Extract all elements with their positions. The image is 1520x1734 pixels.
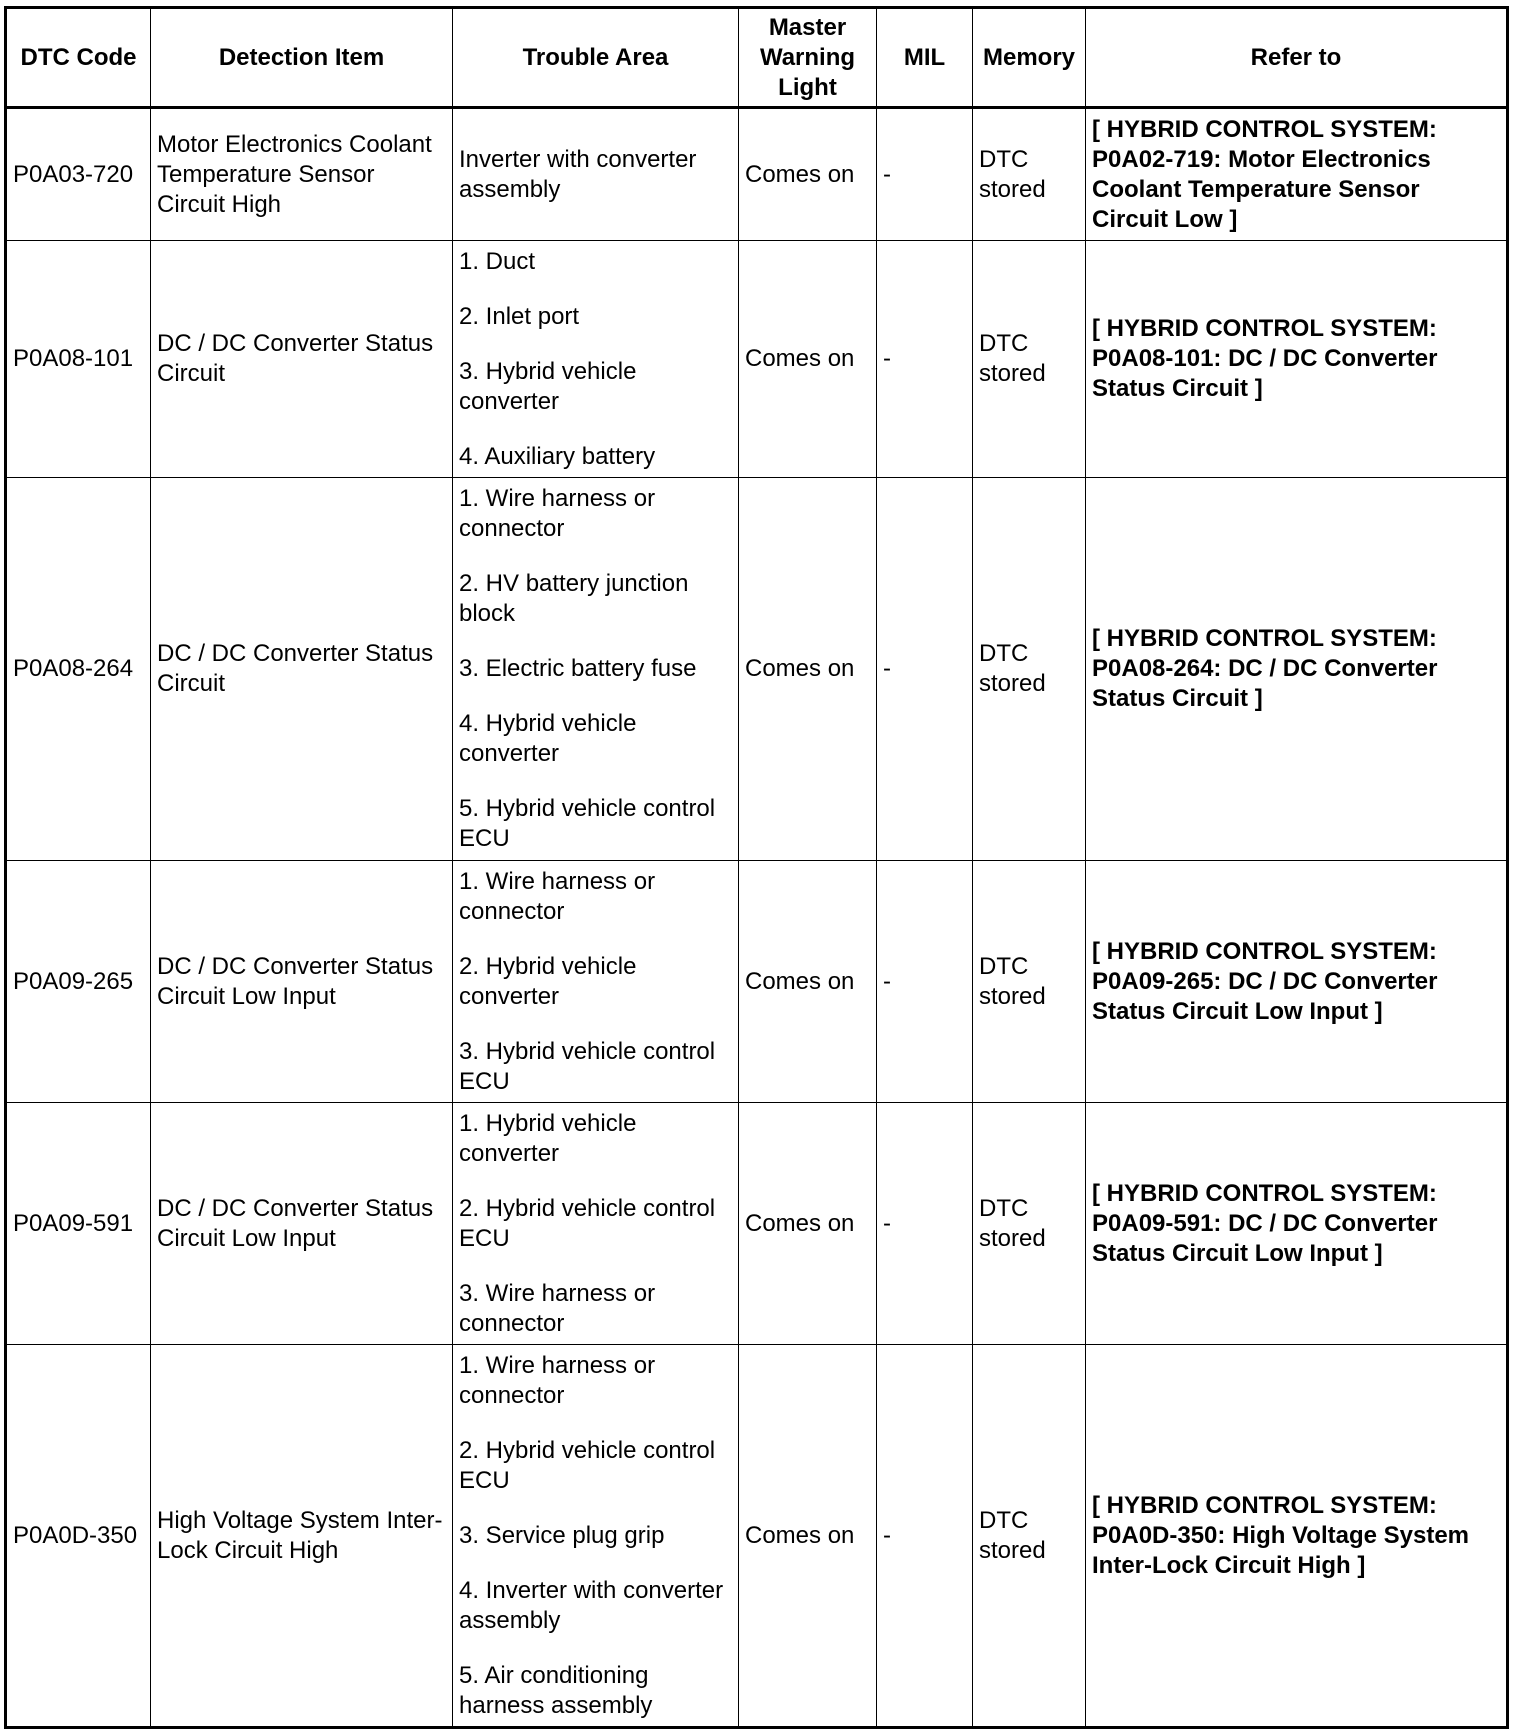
dtc-code-cell: P0A08-264 [6, 478, 151, 861]
refer-to-cell: [ HYBRID CONTROL SYSTEM: P0A02-719: Motor Electronics Coolant Temperature Sensor Circuit Low ] [1086, 108, 1508, 241]
trouble-area-list [459, 145, 732, 205]
table-row [6, 861, 1508, 1103]
refer-to-cell: [ HYBRID CONTROL SYSTEM: P0A08-264: DC / DC Converter Status Circuit ] [1086, 478, 1508, 861]
header-memory: Memory [973, 8, 1086, 108]
trouble-area-cell [453, 861, 739, 1103]
dtc-code-cell: P0A08-101 [6, 241, 151, 478]
trouble-area-item: 3. Electric battery fuse [459, 655, 697, 682]
detection-item-cell: DC / DC Converter Status Circuit Low Input [151, 861, 453, 1103]
trouble-area-item: 2. Inlet port [459, 302, 580, 330]
memory-cell: DTC stored [973, 108, 1086, 241]
trouble-area-cell [453, 241, 739, 478]
trouble-area-item: 2. Hybrid vehicle control ECU [459, 1194, 716, 1252]
mil-cell: - [877, 108, 973, 241]
trouble-area-item: 3. Wire harness or connector [459, 1279, 656, 1337]
refer-to-cell: [ HYBRID CONTROL SYSTEM: P0A0D-350: High Voltage System Inter-Lock Circuit High ] [1086, 1345, 1508, 1728]
trouble-area-item: 1. Wire harness or connector [459, 867, 656, 925]
trouble-area-cell [453, 1103, 739, 1345]
dtc-code-cell: P0A09-265 [6, 861, 151, 1103]
table-row [6, 478, 1508, 861]
trouble-area-cell [453, 108, 739, 241]
master-warning-light-cell: Comes on [739, 478, 877, 861]
trouble-area-list [459, 867, 732, 1097]
mil-cell: - [877, 1103, 973, 1345]
trouble-area-item: 1. Duct [459, 247, 536, 275]
memory-cell: DTC stored [973, 1103, 1086, 1345]
trouble-area-item: 4. Auxiliary battery [459, 442, 656, 470]
trouble-area-item: 1. Wire harness or connector [459, 485, 656, 542]
master-warning-light-cell: Comes on [739, 861, 877, 1103]
mil-cell: - [877, 241, 973, 478]
detection-item-cell: High Voltage System Inter-Lock Circuit High [151, 1345, 453, 1728]
trouble-area-item: 3. Hybrid vehicle control ECU [459, 1037, 716, 1095]
trouble-area-list [459, 247, 732, 472]
header-detection-item: Detection Item [151, 8, 453, 108]
trouble-area-item: 3. Hybrid vehicle converter [459, 357, 637, 415]
trouble-area-item: 3. Service plug grip [459, 1521, 665, 1549]
table-row [6, 1345, 1508, 1728]
refer-to-cell: [ HYBRID CONTROL SYSTEM: P0A09-591: DC / DC Converter Status Circuit Low Input ] [1086, 1103, 1508, 1345]
dtc-code-cell: P0A03-720 [6, 108, 151, 241]
trouble-area-item: 1. Hybrid vehicle converter [459, 1109, 637, 1167]
master-warning-light-cell: Comes on [739, 241, 877, 478]
header-master-warning-light: Master Warning Light [739, 8, 877, 108]
trouble-area-item: 5. Hybrid vehicle control ECU [459, 795, 716, 852]
table-row [6, 241, 1508, 478]
header-dtc-code: DTC Code [6, 8, 151, 108]
memory-cell: DTC stored [973, 478, 1086, 861]
trouble-area-item: 2. HV battery junction block [459, 570, 689, 627]
trouble-area-list [459, 1351, 732, 1721]
mil-cell: - [877, 1345, 973, 1728]
trouble-area-item: 4. Inverter with converter assembly [459, 1576, 724, 1634]
mil-cell: - [877, 478, 973, 861]
detection-item-cell: Motor Electronics Coolant Temperature Sensor Circuit High [151, 108, 453, 241]
detection-item-cell: DC / DC Converter Status Circuit Low Input [151, 1103, 453, 1345]
detection-item-cell: DC / DC Converter Status Circuit [151, 241, 453, 478]
detection-item-cell: DC / DC Converter Status Circuit [151, 478, 453, 861]
header-trouble-area: Trouble Area [453, 8, 739, 108]
trouble-area-list [459, 1109, 732, 1339]
refer-to-cell: [ HYBRID CONTROL SYSTEM: P0A08-101: DC / DC Converter Status Circuit ] [1086, 241, 1508, 478]
trouble-area-item: 1. Wire harness or connector [459, 1351, 656, 1409]
memory-cell: DTC stored [973, 861, 1086, 1103]
dtc-table [4, 6, 1509, 1729]
refer-to-cell: [ HYBRID CONTROL SYSTEM: P0A09-265: DC / DC Converter Status Circuit Low Input ] [1086, 861, 1508, 1103]
trouble-area-list [459, 484, 732, 854]
trouble-area-cell [453, 1345, 739, 1728]
master-warning-light-cell: Comes on [739, 1103, 877, 1345]
table-row [6, 108, 1508, 241]
memory-cell: DTC stored [973, 241, 1086, 478]
master-warning-light-cell: Comes on [739, 108, 877, 241]
master-warning-light-cell: Comes on [739, 1345, 877, 1728]
trouble-area-item: 5. Air conditioning harness assembly [459, 1661, 653, 1719]
trouble-area-item: 2. Hybrid vehicle converter [459, 952, 637, 1010]
dtc-code-cell: P0A0D-350 [6, 1345, 151, 1728]
trouble-area-item: 4. Hybrid vehicle converter [459, 710, 637, 767]
dtc-code-cell: P0A09-591 [6, 1103, 151, 1345]
header-mil: MIL [877, 8, 973, 108]
trouble-area-cell [453, 478, 739, 861]
table-row [6, 1103, 1508, 1345]
table-body [6, 108, 1508, 1728]
memory-cell: DTC stored [973, 1345, 1086, 1728]
trouble-area-item: 2. Hybrid vehicle control ECU [459, 1436, 716, 1494]
table-header-row [6, 8, 1508, 108]
mil-cell: - [877, 861, 973, 1103]
trouble-area-item: Inverter with converter assembly [459, 145, 697, 203]
header-refer-to: Refer to [1086, 8, 1508, 108]
